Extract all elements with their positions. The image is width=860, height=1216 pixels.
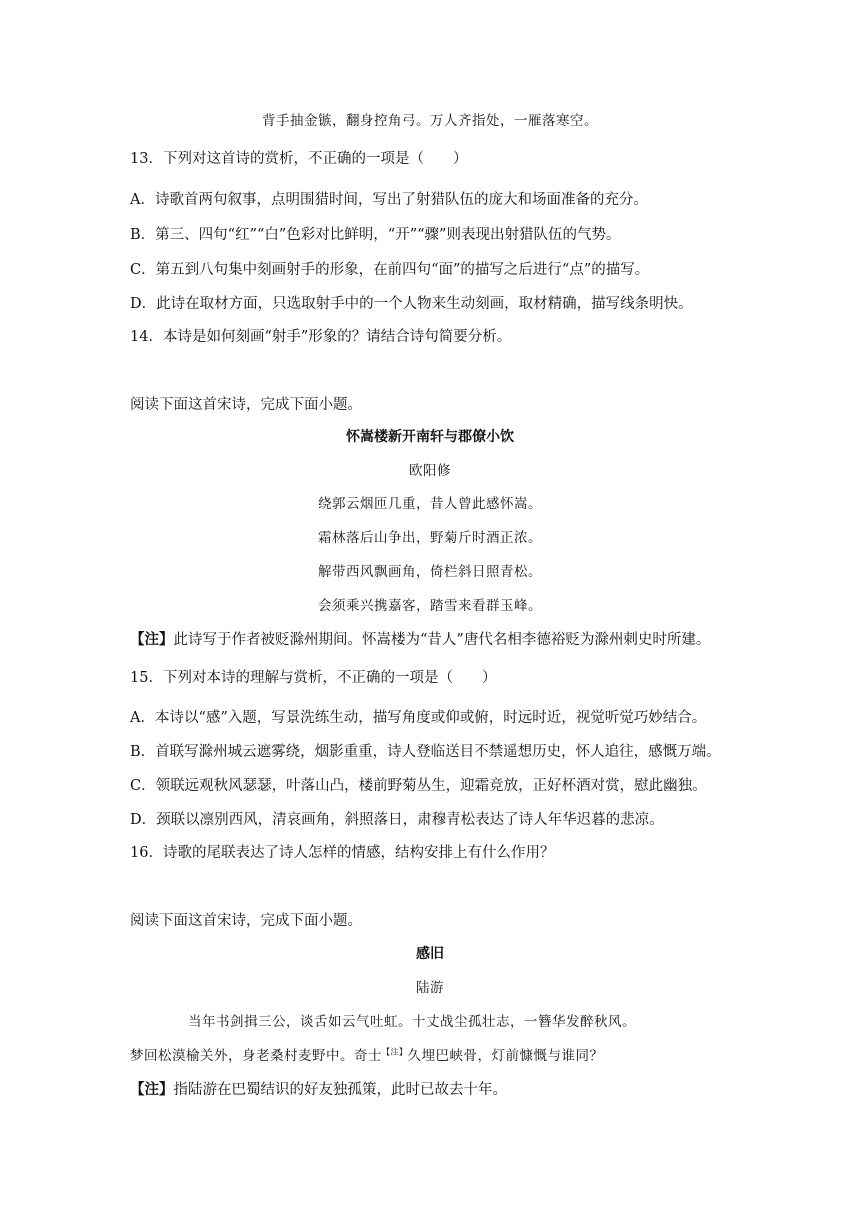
question-16: 16．诗歌的尾联表达了诗人怎样的情感，结构安排上有什么作用？ [130,845,555,861]
question-14: 14．本诗是如何刻画“射手”形象的？请结合诗句简要分析。 [130,329,512,345]
question-15-option-d: D．颈联以凛别西风，清哀画角，斜照落日，肃穆青松表达了诗人年华迟暮的悲凉。 [130,812,664,828]
poem-line-4: 会须乘兴携嘉客，踏雪来看群玉峰。 [318,598,542,614]
poem-ganjiu-line-1: 当年书剑揖三公，谈舌如云气吐虹。十丈战尘孤壮志，一簪华发醉秋风。 [188,1014,636,1030]
line2-after: 久埋巴峡骨，灯前慷慨与谁同？ [407,1048,604,1064]
poem-author-luyou: 陆游 [416,980,444,996]
question-15-stem: 15．下列对本诗的理解与赏析，不正确的一项是（ ） [130,670,497,686]
poem-line-3: 解带西风飘画角，倚栏斜日照青松。 [318,564,542,580]
note-text-c: 指陆游在巴蜀结识的好友独孤策，此时已故去十年。 [173,1082,507,1098]
section-b-intro: 阅读下面这首宋诗，完成下面小题。 [130,397,362,413]
question-15-option-a: A．本诗以“感”入题，写景洗练生动，描写角度或仰或俯，时远时近，视觉听觉巧妙结合。 [130,710,707,726]
poem-line-2: 霜林落后山争出，野菊斤时酒正浓。 [318,530,542,546]
poem-ganjiu-note [130,1080,730,1100]
note-label-c: 【注】 [130,1081,174,1098]
poem-title-huaisonglou: 怀嵩楼新开南轩与郡僚小饮 [346,429,514,445]
question-15-option-b: B．首联写滁州城云遮雾绕，烟影重重，诗人登临送目不禁遥想历史，怀人追往，感慨万端。 [130,744,721,760]
section-c-intro: 阅读下面这首宋诗，完成下面小题。 [130,913,362,929]
note-label: 【注】 [130,631,174,648]
poem-title-ganjiu: 感旧 [416,946,444,962]
line2-before: 梦回松漠榆关外，身老桑村麦野中。奇士 [130,1048,382,1064]
question-13-option-c: C．第五到八句集中刻画射手的形象，在前四句“面”的描写之后进行“点”的描写。 [130,262,650,278]
poem-last-line: 背手抽金镞，翻身控角弓。万人齐指处，一雁落寒空。 [262,113,598,129]
poem-author-ouyangxiu: 欧阳修 [409,463,451,479]
question-13-stem: 13．下列对这首诗的赏析，不正确的一项是（ ） [130,151,468,167]
question-13-option-b: B．第三、四句“红”“白”色彩对比鲜明，“开”“骤”则表现出射猎队伍的气势。 [130,227,621,243]
poem-ganjiu-line-2 [130,1046,730,1066]
note-mark: 【注】 [382,1047,408,1057]
question-15-option-c: C．领联远观秋风瑟瑟，叶落山凸，楼前野菊丛生，迎霜竞放，正好杯酒对赏，慰此幽独。 [130,778,707,794]
poem-line-1: 绕郭云烟匝几重，昔人曾此感怀嵩。 [318,496,542,512]
note-text: 此诗写于作者被贬滁州期间。怀嵩楼为“昔人”唐代名相李德裕贬为滁州刺史时所建。 [173,632,711,648]
question-13-option-d: D．此诗在取材方面，只选取射手中的一个人物来生动刻画，取材精确，描写线条明快。 [130,296,693,312]
poem-note [130,630,730,650]
question-13-option-a: A．诗歌首两句叙事，点明围猎时间，写出了射猎队伍的庞大和场面准备的充分。 [130,192,648,208]
